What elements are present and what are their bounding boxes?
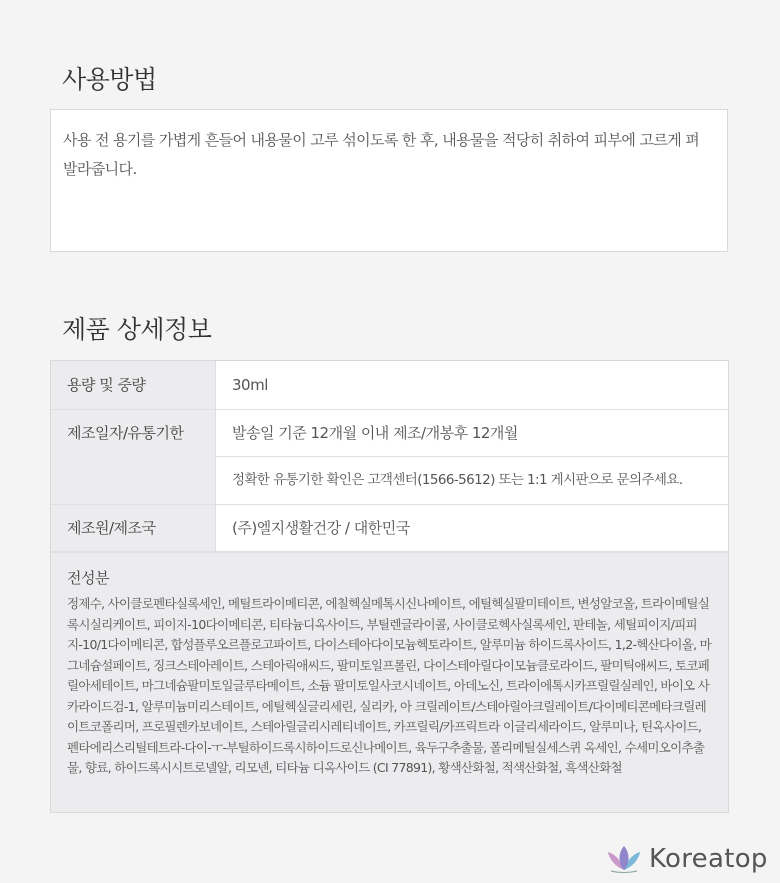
lotus-icon bbox=[605, 844, 643, 874]
usage-title: 사용방법 bbox=[62, 65, 157, 94]
usage-text: 사용 전 용기를 가볍게 흔들어 내용물이 고루 섞이도록 한 후, 내용물을 적당히 취하여 피부에 고르게 펴 발라줍니다. bbox=[63, 131, 700, 178]
spec-row-manufacturer bbox=[51, 505, 728, 552]
spec-row-expiry bbox=[51, 410, 728, 505]
spec-note: 정확한 유통기한 확인은 고객센터(1566-5612) 또는 1:1 게시판으로 문의주세요. bbox=[216, 456, 728, 502]
ingredients-title: 전성분 bbox=[67, 569, 109, 587]
spec-row-volume bbox=[51, 361, 728, 410]
spec-value: (주)엘지생활건강 / 대한민국 bbox=[232, 519, 410, 537]
spec-value: 발송일 기준 12개월 이내 제조/개봉후 12개월 bbox=[232, 424, 518, 442]
spec-label: 제조일자/유통기한 bbox=[51, 410, 216, 504]
ingredients-section bbox=[51, 552, 728, 812]
logo-text: Koreatop bbox=[649, 844, 768, 874]
spec-value: 30ml bbox=[232, 376, 268, 394]
spec-table bbox=[50, 360, 729, 813]
details-title: 제품 상세정보 bbox=[62, 315, 212, 344]
spec-value-group bbox=[216, 410, 728, 504]
ingredients-text: 정제수, 사이클로펜타실록세인, 메틸트라이메티콘, 에칠헥실메톡시신나메이트, 에틸헥실팔미테이트, 변성알코올, 트라이메틸실록시실리케이트, 피이지-10다이메티콘, 티타늄디옥사이드, 부틸렌글라이콜, 사이클로헥사실록세인, 판테놀, 세틸피이지/피피지-10/1다이메티콘, 합성플루오르플로고파이트, 다이스테아다이모늄헥토라이트, 알루미늄 하이드록사이드, 1,2-헥산다이올, 마그네슘설페이트, 징크스테아레이트, 스테아릭애씨드, 팔미토일프롤린, 다이스테아릴다이모늄클로라이드, 팔미틱애씨드, 토코페릴아세테이트, 마그네슘팔미토일글루타메이트, 소듐 팔미토일사코시네이트, 아데노신, 트라이에톡시카프릴릴실레인, 바이오 사카라이드검-1, 알루미늄미리스테이트, 에틸헥실글리세린, 실리카, 아 크릴레이트/스테아릴아크릴레이트/다이메티콘메타크릴레이트코폴리머, 프로필렌카보네이트, 스테아릴글리시레티네이트, 카프릴릭/카프릭트라 이글리세라이드, 알루미나, 틴옥사이드, 펜타에리스리틸테트라-다이-ㅜ-부틸하이드록시하이드로신나메이트, 육두구추출물, 폴리메틸실세스퀴 옥세인, 수세미오이추출물, 향료, 하이드록시시트로넬알, 리모넨, 티타늄 디옥사이드 (CI 77891), 황색산화철, 적색산화철, 흑색산화철 bbox=[67, 596, 712, 775]
spec-label: 용량 및 중량 bbox=[51, 361, 216, 409]
spec-label: 제조원/제조국 bbox=[51, 505, 216, 551]
usage-box bbox=[50, 109, 728, 252]
brand-logo bbox=[605, 842, 768, 876]
